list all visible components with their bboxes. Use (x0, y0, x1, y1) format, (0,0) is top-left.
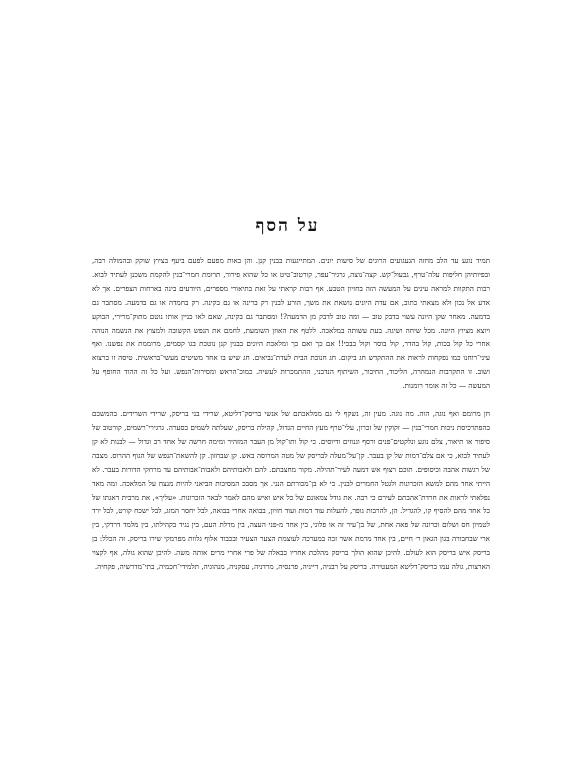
body-text (92, 254, 490, 574)
page-title: על הסף (255, 216, 320, 236)
paragraph-1: תמיד נוגע עד הלב מחזה הגעגועים הרוגים של סיעות יונים. המתייגעות בבנין קנן. והן באות מפעם לפעם ביעף בציוץ שוקק ובהמולה רבה, ובפיותיהן חליפות עלה־טרף, גבעול־קש. קצה־נוצה, גרגיר־עפר, קורטוב־טיט או כל שהוא פירור, תרומת חמרי־בנין להקמת משכנן לעתיד לבוא. רבות התקוות למראה עינים על המעשה הזה בחזיון הטבע. אף רבות קראתי על זאת בתיאורי מספרים, היודעים בינה בארחות הצפרים. אך לא אדע אל נכון ולא מצאתי כתוב, אם עדת היונים נושאת את משך, הורע לבנין רק ברינה או גם בקינה. רק בחמדה או גם בדמעה. מסתבר גם בדמעה. מאחר שקן היונה עשוי בדבק טוב — ומה טוב לדבק מן הדמעה?! ומסתבר גם בקינה, שאם לאו כניין אותו נוטם מתוק־מרירי, הבוקע ויוצא מציוץ היונה. מכל שיחה ושיגה. בעת עשותה במלאכה. ללטף את האוזן השומעת, לחמם את הנפש הקשובה ולמצוץ את הנשמה הנוהה אחרי כל קול בכות, קול בהדר, קול בוסר וקול בבכי!! אם כך ואם כך ומלאכת היונים בבנין קנן נוטכת בגו קסמים, מרוממת את נפשנו. ואף עיני־רוחנו כמו נפקחות לראות את ההתקדש חג ביקום. חג חנוכת הבית לעדת־נביאים. חג שיש בו אחד משיטים מעשי־בראשית. טיסה זו ברצוא ושוב. זו התקרבות הנמהרה, הליכוד, החיבור, השיתוף הנדבני, ההתמכרות לעשיה. כמוכ־הראש ומסירות־הנפש. ועל כל זה ההוד החופף על המעשה — כל זה אומר רומנות. (92, 256, 490, 391)
paragraph-2: חן מרומם ואף נוגה, הוה. מה נוגה. מעין זה, נשקף לי גם ממלאכתם של אנשי בריסק־דליטא, שרידי בני בריסק, שרידי השרידים. בהמשכם בהפתרכיסת ניכות חמרי־בנין — זקוקין של זכרון, עלי־טרף מעץ החיים הגדול, קהילת בריסק, שעלתה לשמים בסערה. גרגירי־רשמים, קורטוב של סיפור או תיאור, צלם נוגע ונלקטים־פנים ורסף וגנוזים ודיוסים. כי קול ותו־קול מן העבר המזהיר ומימה חרשה של אחד רב וגדול — לבנות לא קן לעתיד לבוא, כי אם צלם־דמות של קן בעבר. קן־על־מעלה לבריסק של מטה המרוסה באש. קן שבחזון. קן להשאת־הנפש של הגוף ההרוס. מצבה של רגשות אהבה וכיסופים. תוכם רצוף אש דמעה לעיר־תהילה. מקור מחצבתם. להם ולאבותיהם ולאבות־אבותיהם עד מרחקי הדורות בעבר. לא הייתי אחד מהם למשא הזכרונות ולגטל החמרים לבנין. כי לא בן־מכורתם הנני. אך מסבכ המסיבות הביאני להיות מנצח על המלאכה. ומה מאד נפלאתי לראות את חרדת־אהבתם לעירם כי רבה. את גודל צמאונם של כל איש ואיש מהם לאמר לבאר הזכרונות. «עליך», את מרבית דאגתו של כל אחד מהם להסיף קו, להגדיל. הן, להרבות גופר, להעלות עוד דמות ועוד חזיון, בבואה אחרי בבואה, לבל יחסר המזג, לבל ישכח קורט, לבל ירד לטמיון חס ושלום וכרונה של פאה אחת, של בן־עיר זה או פלוני, בין אחד מ-פני העצה, בין מדלת העם, בין נגיד בקהילתו, בין מלמד דרדקי, בין ארי שבחבורה בגון הגאון ר׳ חיים, בין אחד מרמת אשר זכה במערכה לעוצמת הצער הצעיר ובכבוד אלוף גלוות מפרמקי שירו בריסק. זה הכלל: בן בריסק איש בריסק הוא לעולם. להיכן שהוא הולך בריסק מהלכת אחריו כבאלה של פרי אחרי מרים אותה משה. להיכן שהוא גולה, אף לקצוי הארצות, גולה עמו בריסק־דליטא המעטירה. בריסק על רבניה, דייניה, פרנסיה, מרדניה, עסקניה, מנהוגיה, תלמידי־חכמיה, בתי־מדרשיה, פקחיה. (92, 409, 490, 572)
